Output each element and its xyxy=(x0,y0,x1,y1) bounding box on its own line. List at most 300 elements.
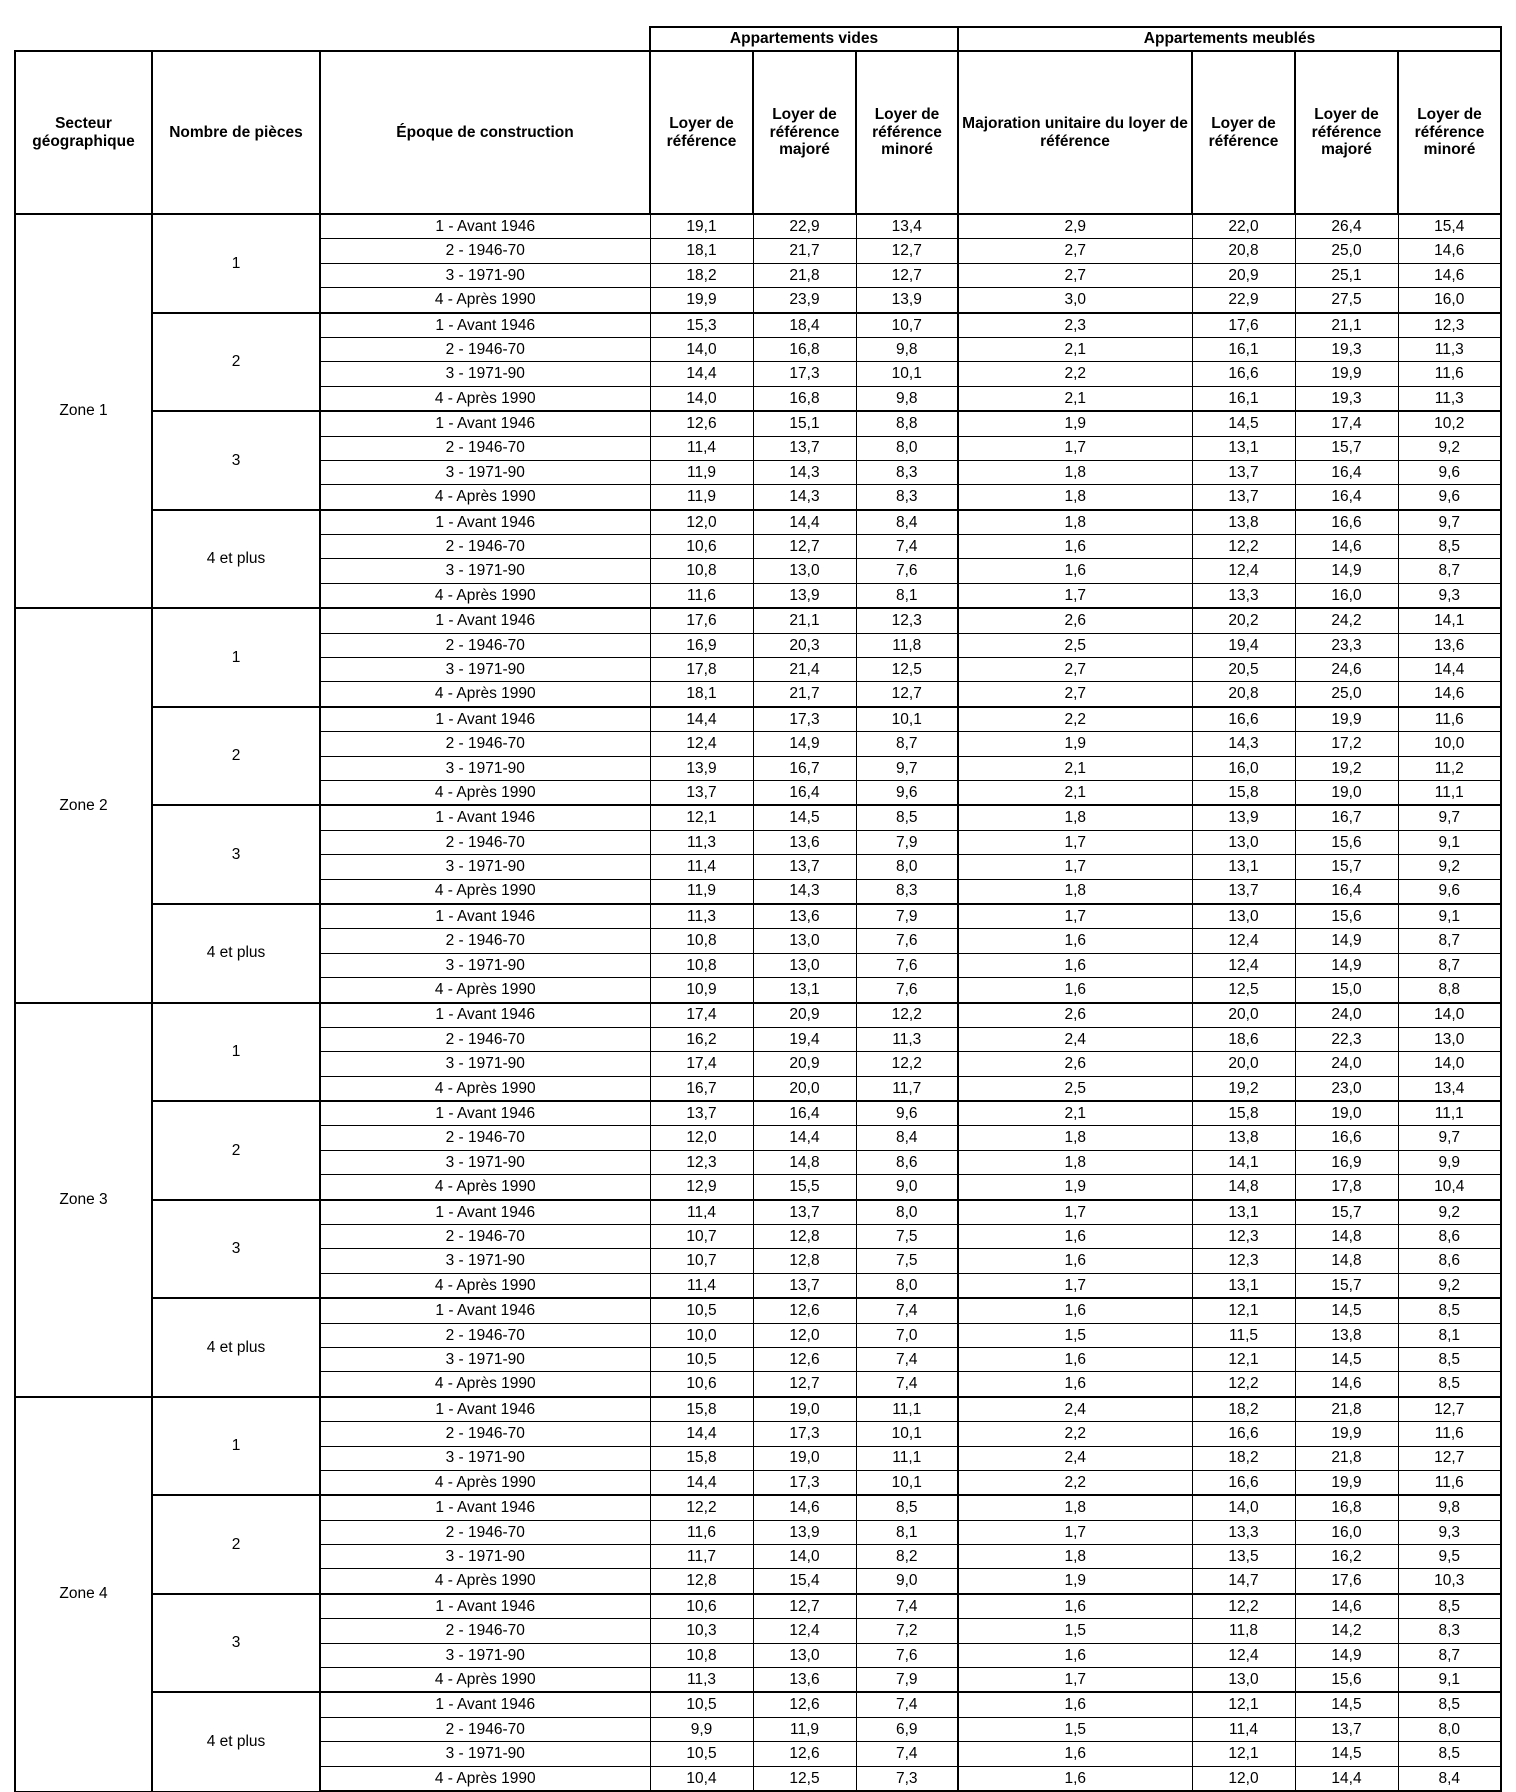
cell-majoration-unitaire: 1,6 xyxy=(958,978,1192,1003)
pieces-label: 2 xyxy=(152,313,320,412)
cell-meuble-minore: 8,7 xyxy=(1398,559,1501,583)
cell-vide-majore: 13,6 xyxy=(753,830,856,854)
cell-epoque: 1 - Avant 1946 xyxy=(320,1397,650,1422)
cell-meuble-minore: 14,0 xyxy=(1398,1003,1501,1028)
cell-vide-majore: 12,6 xyxy=(753,1347,856,1371)
cell-vide-majore: 12,7 xyxy=(753,1594,856,1619)
cell-meuble-majore: 19,3 xyxy=(1295,337,1398,361)
cell-majoration-unitaire: 2,1 xyxy=(958,780,1192,805)
cell-meuble-majore: 17,2 xyxy=(1295,732,1398,756)
cell-meuble-ref: 16,1 xyxy=(1192,337,1295,361)
table-row xyxy=(15,313,1501,338)
cell-epoque: 2 - 1946-70 xyxy=(320,732,650,756)
cell-meuble-ref: 14,3 xyxy=(1192,732,1295,756)
cell-meuble-majore: 16,7 xyxy=(1295,805,1398,830)
cell-meuble-minore: 9,7 xyxy=(1398,510,1501,535)
cell-vide-ref: 11,4 xyxy=(650,855,753,879)
cell-meuble-minore: 8,5 xyxy=(1398,1347,1501,1371)
cell-meuble-minore: 9,2 xyxy=(1398,1200,1501,1225)
cell-meuble-ref: 16,6 xyxy=(1192,1422,1295,1446)
pieces-label: 3 xyxy=(152,1594,320,1693)
cell-meuble-ref: 14,8 xyxy=(1192,1175,1295,1200)
cell-vide-ref: 10,5 xyxy=(650,1742,753,1766)
cell-meuble-ref: 12,5 xyxy=(1192,978,1295,1003)
cell-vide-minore: 7,6 xyxy=(856,559,958,583)
cell-epoque: 1 - Avant 1946 xyxy=(320,707,650,732)
cell-vide-ref: 10,6 xyxy=(650,535,753,559)
table-row xyxy=(15,707,1501,732)
cell-meuble-majore: 16,6 xyxy=(1295,510,1398,535)
cell-vide-majore: 13,9 xyxy=(753,1520,856,1544)
cell-majoration-unitaire: 2,2 xyxy=(958,1470,1192,1495)
cell-meuble-ref: 12,1 xyxy=(1192,1742,1295,1766)
cell-meuble-minore: 12,3 xyxy=(1398,313,1501,338)
cell-majoration-unitaire: 1,7 xyxy=(958,1520,1192,1544)
cell-meuble-minore: 16,0 xyxy=(1398,288,1501,313)
cell-meuble-ref: 13,1 xyxy=(1192,855,1295,879)
cell-meuble-ref: 13,5 xyxy=(1192,1545,1295,1569)
cell-meuble-ref: 12,4 xyxy=(1192,953,1295,977)
cell-meuble-ref: 13,3 xyxy=(1192,583,1295,608)
cell-vide-majore: 13,7 xyxy=(753,1200,856,1225)
cell-vide-majore: 17,3 xyxy=(753,707,856,732)
pieces-label: 3 xyxy=(152,805,320,904)
cell-meuble-majore: 16,4 xyxy=(1295,485,1398,510)
pieces-label: 3 xyxy=(152,1200,320,1299)
cell-vide-minore: 12,7 xyxy=(856,239,958,263)
cell-epoque: 1 - Avant 1946 xyxy=(320,411,650,436)
cell-meuble-minore: 9,7 xyxy=(1398,1126,1501,1150)
cell-meuble-ref: 20,9 xyxy=(1192,263,1295,287)
cell-meuble-minore: 8,5 xyxy=(1398,1298,1501,1323)
cell-vide-minore: 7,4 xyxy=(856,1692,958,1717)
cell-majoration-unitaire: 1,6 xyxy=(958,1225,1192,1249)
cell-meuble-ref: 12,1 xyxy=(1192,1692,1295,1717)
cell-meuble-majore: 24,0 xyxy=(1295,1052,1398,1076)
cell-majoration-unitaire: 2,9 xyxy=(958,214,1192,239)
cell-meuble-minore: 14,0 xyxy=(1398,1052,1501,1076)
cell-vide-majore: 21,8 xyxy=(753,263,856,287)
cell-meuble-minore: 9,1 xyxy=(1398,904,1501,929)
cell-vide-majore: 14,4 xyxy=(753,1126,856,1150)
cell-vide-minore: 7,4 xyxy=(856,1594,958,1619)
cell-vide-ref: 10,5 xyxy=(650,1347,753,1371)
cell-epoque: 1 - Avant 1946 xyxy=(320,1101,650,1126)
cell-meuble-majore: 22,3 xyxy=(1295,1027,1398,1051)
header-meuble-ref: Loyer de référence xyxy=(1192,51,1295,214)
cell-meuble-minore: 9,2 xyxy=(1398,855,1501,879)
cell-vide-majore: 16,4 xyxy=(753,780,856,805)
cell-vide-majore: 21,4 xyxy=(753,658,856,682)
cell-meuble-ref: 16,0 xyxy=(1192,756,1295,780)
cell-meuble-ref: 20,8 xyxy=(1192,682,1295,707)
cell-vide-ref: 11,6 xyxy=(650,583,753,608)
cell-epoque: 4 - Après 1990 xyxy=(320,1273,650,1298)
cell-majoration-unitaire: 1,8 xyxy=(958,485,1192,510)
cell-majoration-unitaire: 1,6 xyxy=(958,535,1192,559)
cell-vide-majore: 14,9 xyxy=(753,732,856,756)
cell-epoque: 4 - Après 1990 xyxy=(320,978,650,1003)
cell-vide-minore: 10,1 xyxy=(856,707,958,732)
cell-vide-ref: 14,0 xyxy=(650,386,753,411)
cell-epoque: 3 - 1971-90 xyxy=(320,953,650,977)
cell-meuble-ref: 18,6 xyxy=(1192,1027,1295,1051)
cell-meuble-majore: 15,6 xyxy=(1295,830,1398,854)
cell-majoration-unitaire: 1,8 xyxy=(958,1126,1192,1150)
cell-majoration-unitaire: 2,4 xyxy=(958,1446,1192,1470)
cell-vide-minore: 8,1 xyxy=(856,583,958,608)
cell-vide-minore: 7,0 xyxy=(856,1323,958,1347)
cell-vide-majore: 14,8 xyxy=(753,1150,856,1174)
cell-vide-majore: 15,4 xyxy=(753,1569,856,1594)
pieces-label: 4 et plus xyxy=(152,510,320,609)
cell-epoque: 4 - Après 1990 xyxy=(320,583,650,608)
cell-meuble-minore: 9,1 xyxy=(1398,830,1501,854)
cell-majoration-unitaire: 1,6 xyxy=(958,929,1192,953)
cell-majoration-unitaire: 2,5 xyxy=(958,1076,1192,1101)
group-header-meubles: Appartements meublés xyxy=(958,27,1501,51)
cell-meuble-ref: 12,3 xyxy=(1192,1249,1295,1273)
cell-meuble-ref: 19,2 xyxy=(1192,1076,1295,1101)
cell-vide-minore: 7,6 xyxy=(856,1643,958,1667)
cell-vide-majore: 21,7 xyxy=(753,239,856,263)
cell-meuble-minore: 10,0 xyxy=(1398,732,1501,756)
cell-meuble-majore: 26,4 xyxy=(1295,214,1398,239)
cell-meuble-majore: 24,2 xyxy=(1295,608,1398,633)
cell-majoration-unitaire: 1,6 xyxy=(958,1249,1192,1273)
cell-vide-minore: 10,7 xyxy=(856,313,958,338)
cell-vide-minore: 7,5 xyxy=(856,1225,958,1249)
pieces-label: 3 xyxy=(152,411,320,510)
cell-meuble-majore: 15,7 xyxy=(1295,855,1398,879)
pieces-label: 2 xyxy=(152,1101,320,1200)
cell-vide-majore: 20,0 xyxy=(753,1076,856,1101)
cell-majoration-unitaire: 1,9 xyxy=(958,411,1192,436)
cell-meuble-majore: 14,8 xyxy=(1295,1225,1398,1249)
cell-meuble-ref: 12,2 xyxy=(1192,535,1295,559)
header-spacer xyxy=(15,27,650,51)
cell-meuble-majore: 14,9 xyxy=(1295,953,1398,977)
cell-epoque: 4 - Après 1990 xyxy=(320,879,650,904)
cell-vide-majore: 13,0 xyxy=(753,929,856,953)
cell-vide-ref: 15,8 xyxy=(650,1397,753,1422)
cell-meuble-majore: 14,5 xyxy=(1295,1742,1398,1766)
cell-meuble-minore: 10,3 xyxy=(1398,1569,1501,1594)
cell-vide-ref: 18,1 xyxy=(650,239,753,263)
cell-majoration-unitaire: 2,2 xyxy=(958,707,1192,732)
cell-vide-ref: 11,3 xyxy=(650,904,753,929)
cell-meuble-minore: 8,5 xyxy=(1398,535,1501,559)
cell-vide-majore: 12,7 xyxy=(753,535,856,559)
cell-majoration-unitaire: 1,7 xyxy=(958,1668,1192,1693)
cell-meuble-majore: 14,5 xyxy=(1295,1347,1398,1371)
cell-meuble-majore: 19,9 xyxy=(1295,1470,1398,1495)
table-row xyxy=(15,904,1501,929)
cell-vide-majore: 13,1 xyxy=(753,978,856,1003)
cell-vide-majore: 12,8 xyxy=(753,1225,856,1249)
cell-meuble-ref: 14,0 xyxy=(1192,1495,1295,1520)
cell-meuble-majore: 23,3 xyxy=(1295,633,1398,657)
cell-epoque: 2 - 1946-70 xyxy=(320,929,650,953)
cell-vide-minore: 8,6 xyxy=(856,1150,958,1174)
cell-vide-ref: 11,6 xyxy=(650,1520,753,1544)
cell-vide-minore: 12,5 xyxy=(856,658,958,682)
cell-majoration-unitaire: 1,5 xyxy=(958,1717,1192,1741)
cell-vide-minore: 7,6 xyxy=(856,929,958,953)
cell-meuble-minore: 9,2 xyxy=(1398,1273,1501,1298)
cell-meuble-majore: 14,9 xyxy=(1295,559,1398,583)
cell-epoque: 4 - Après 1990 xyxy=(320,1372,650,1397)
cell-vide-minore: 11,3 xyxy=(856,1027,958,1051)
pieces-label: 2 xyxy=(152,707,320,806)
cell-epoque: 3 - 1971-90 xyxy=(320,1052,650,1076)
cell-meuble-minore: 8,6 xyxy=(1398,1225,1501,1249)
cell-meuble-majore: 14,2 xyxy=(1295,1619,1398,1643)
cell-vide-majore: 22,9 xyxy=(753,214,856,239)
cell-epoque: 4 - Après 1990 xyxy=(320,288,650,313)
cell-meuble-majore: 19,9 xyxy=(1295,707,1398,732)
cell-vide-ref: 10,5 xyxy=(650,1298,753,1323)
cell-epoque: 4 - Après 1990 xyxy=(320,1470,650,1495)
cell-majoration-unitaire: 1,5 xyxy=(958,1323,1192,1347)
cell-majoration-unitaire: 2,6 xyxy=(958,1052,1192,1076)
header-meuble-minore: Loyer de référence minoré xyxy=(1398,51,1501,214)
cell-vide-ref: 10,5 xyxy=(650,1692,753,1717)
cell-epoque: 1 - Avant 1946 xyxy=(320,313,650,338)
cell-vide-majore: 14,3 xyxy=(753,485,856,510)
cell-meuble-minore: 10,4 xyxy=(1398,1175,1501,1200)
cell-majoration-unitaire: 2,1 xyxy=(958,1101,1192,1126)
cell-epoque: 1 - Avant 1946 xyxy=(320,1594,650,1619)
cell-meuble-minore: 14,6 xyxy=(1398,239,1501,263)
cell-vide-majore: 11,9 xyxy=(753,1717,856,1741)
zone-label: Zone 4 xyxy=(15,1397,152,1791)
cell-vide-ref: 18,2 xyxy=(650,263,753,287)
group-header-vides: Appartements vides xyxy=(650,27,958,51)
cell-vide-ref: 17,6 xyxy=(650,608,753,633)
cell-meuble-ref: 13,7 xyxy=(1192,460,1295,484)
cell-vide-minore: 11,7 xyxy=(856,1076,958,1101)
cell-meuble-ref: 20,8 xyxy=(1192,239,1295,263)
cell-vide-ref: 12,8 xyxy=(650,1569,753,1594)
cell-meuble-majore: 14,9 xyxy=(1295,929,1398,953)
cell-vide-minore: 10,1 xyxy=(856,362,958,386)
cell-meuble-majore: 27,5 xyxy=(1295,288,1398,313)
cell-majoration-unitaire: 1,9 xyxy=(958,732,1192,756)
cell-meuble-ref: 18,2 xyxy=(1192,1397,1295,1422)
cell-meuble-majore: 16,0 xyxy=(1295,583,1398,608)
cell-meuble-ref: 12,2 xyxy=(1192,1594,1295,1619)
cell-vide-majore: 21,1 xyxy=(753,608,856,633)
cell-meuble-ref: 12,4 xyxy=(1192,929,1295,953)
cell-vide-majore: 13,7 xyxy=(753,855,856,879)
cell-meuble-majore: 14,6 xyxy=(1295,535,1398,559)
zone-label: Zone 3 xyxy=(15,1003,152,1397)
cell-epoque: 1 - Avant 1946 xyxy=(320,608,650,633)
cell-vide-ref: 11,9 xyxy=(650,485,753,510)
cell-meuble-ref: 14,5 xyxy=(1192,411,1295,436)
cell-vide-ref: 9,9 xyxy=(650,1717,753,1741)
cell-vide-majore: 12,8 xyxy=(753,1249,856,1273)
cell-majoration-unitaire: 2,2 xyxy=(958,1422,1192,1446)
cell-meuble-minore: 12,7 xyxy=(1398,1446,1501,1470)
cell-meuble-majore: 14,6 xyxy=(1295,1372,1398,1397)
cell-vide-ref: 14,4 xyxy=(650,362,753,386)
cell-vide-minore: 7,3 xyxy=(856,1766,958,1791)
cell-meuble-minore: 15,4 xyxy=(1398,214,1501,239)
pieces-label: 1 xyxy=(152,1003,320,1102)
cell-majoration-unitaire: 2,5 xyxy=(958,633,1192,657)
cell-meuble-ref: 20,5 xyxy=(1192,658,1295,682)
cell-vide-minore: 8,0 xyxy=(856,1200,958,1225)
cell-vide-minore: 10,1 xyxy=(856,1422,958,1446)
cell-meuble-majore: 21,8 xyxy=(1295,1397,1398,1422)
cell-epoque: 1 - Avant 1946 xyxy=(320,1200,650,1225)
header-vide-ref: Loyer de référence xyxy=(650,51,753,214)
cell-meuble-minore: 8,5 xyxy=(1398,1594,1501,1619)
cell-majoration-unitaire: 1,7 xyxy=(958,830,1192,854)
cell-vide-majore: 20,3 xyxy=(753,633,856,657)
cell-vide-majore: 12,0 xyxy=(753,1323,856,1347)
table-body xyxy=(15,214,1501,1791)
cell-epoque: 3 - 1971-90 xyxy=(320,1150,650,1174)
cell-epoque: 3 - 1971-90 xyxy=(320,362,650,386)
cell-vide-ref: 13,7 xyxy=(650,780,753,805)
cell-meuble-ref: 12,1 xyxy=(1192,1298,1295,1323)
cell-vide-minore: 8,2 xyxy=(856,1545,958,1569)
cell-epoque: 4 - Après 1990 xyxy=(320,1668,650,1693)
cell-vide-minore: 8,3 xyxy=(856,485,958,510)
cell-meuble-majore: 13,8 xyxy=(1295,1323,1398,1347)
cell-meuble-minore: 9,6 xyxy=(1398,485,1501,510)
cell-epoque: 3 - 1971-90 xyxy=(320,460,650,484)
pieces-label: 4 et plus xyxy=(152,904,320,1003)
cell-meuble-minore: 12,7 xyxy=(1398,1397,1501,1422)
cell-vide-minore: 9,6 xyxy=(856,1101,958,1126)
cell-vide-majore: 17,3 xyxy=(753,362,856,386)
cell-vide-minore: 9,0 xyxy=(856,1175,958,1200)
cell-vide-minore: 7,4 xyxy=(856,1298,958,1323)
cell-meuble-majore: 19,9 xyxy=(1295,362,1398,386)
cell-meuble-ref: 12,0 xyxy=(1192,1766,1295,1791)
cell-vide-majore: 18,4 xyxy=(753,313,856,338)
cell-meuble-ref: 14,1 xyxy=(1192,1150,1295,1174)
cell-vide-minore: 7,5 xyxy=(856,1249,958,1273)
cell-epoque: 2 - 1946-70 xyxy=(320,1520,650,1544)
cell-meuble-ref: 14,7 xyxy=(1192,1569,1295,1594)
cell-epoque: 2 - 1946-70 xyxy=(320,830,650,854)
cell-majoration-unitaire: 1,7 xyxy=(958,1200,1192,1225)
cell-majoration-unitaire: 1,6 xyxy=(958,1372,1192,1397)
cell-vide-ref: 12,4 xyxy=(650,732,753,756)
cell-meuble-minore: 11,6 xyxy=(1398,362,1501,386)
cell-meuble-ref: 16,1 xyxy=(1192,386,1295,411)
cell-vide-majore: 14,6 xyxy=(753,1495,856,1520)
cell-epoque: 4 - Après 1990 xyxy=(320,682,650,707)
cell-epoque: 4 - Après 1990 xyxy=(320,485,650,510)
cell-meuble-ref: 19,4 xyxy=(1192,633,1295,657)
cell-epoque: 3 - 1971-90 xyxy=(320,756,650,780)
cell-meuble-majore: 16,4 xyxy=(1295,879,1398,904)
cell-vide-minore: 7,2 xyxy=(856,1619,958,1643)
cell-meuble-minore: 11,6 xyxy=(1398,707,1501,732)
cell-meuble-majore: 16,9 xyxy=(1295,1150,1398,1174)
cell-epoque: 3 - 1971-90 xyxy=(320,658,650,682)
pieces-label: 1 xyxy=(152,214,320,313)
cell-majoration-unitaire: 1,7 xyxy=(958,1273,1192,1298)
cell-meuble-ref: 13,9 xyxy=(1192,805,1295,830)
cell-vide-minore: 8,7 xyxy=(856,732,958,756)
cell-meuble-ref: 15,8 xyxy=(1192,1101,1295,1126)
cell-vide-minore: 7,6 xyxy=(856,978,958,1003)
cell-majoration-unitaire: 1,9 xyxy=(958,1569,1192,1594)
cell-vide-majore: 13,0 xyxy=(753,559,856,583)
cell-meuble-majore: 21,1 xyxy=(1295,313,1398,338)
cell-meuble-majore: 16,4 xyxy=(1295,460,1398,484)
cell-meuble-minore: 14,4 xyxy=(1398,658,1501,682)
cell-epoque: 4 - Après 1990 xyxy=(320,386,650,411)
cell-vide-majore: 13,0 xyxy=(753,1643,856,1667)
cell-vide-ref: 16,9 xyxy=(650,633,753,657)
cell-vide-ref: 12,0 xyxy=(650,1126,753,1150)
pieces-label: 1 xyxy=(152,608,320,707)
cell-meuble-ref: 15,8 xyxy=(1192,780,1295,805)
cell-meuble-majore: 14,5 xyxy=(1295,1298,1398,1323)
cell-majoration-unitaire: 1,7 xyxy=(958,436,1192,460)
cell-epoque: 1 - Avant 1946 xyxy=(320,510,650,535)
cell-majoration-unitaire: 2,7 xyxy=(958,658,1192,682)
cell-vide-minore: 13,9 xyxy=(856,288,958,313)
rent-reference-table xyxy=(14,26,1502,1792)
cell-meuble-minore: 8,4 xyxy=(1398,1766,1501,1791)
cell-vide-ref: 15,3 xyxy=(650,313,753,338)
header-majoration-unitaire: Majoration unitaire du loyer de référence xyxy=(958,51,1192,214)
cell-meuble-minore: 8,6 xyxy=(1398,1249,1501,1273)
cell-meuble-majore: 19,3 xyxy=(1295,386,1398,411)
cell-vide-ref: 11,3 xyxy=(650,830,753,854)
cell-epoque: 3 - 1971-90 xyxy=(320,1347,650,1371)
cell-majoration-unitaire: 1,8 xyxy=(958,460,1192,484)
cell-epoque: 3 - 1971-90 xyxy=(320,1742,650,1766)
cell-meuble-ref: 22,0 xyxy=(1192,214,1295,239)
cell-vide-majore: 20,9 xyxy=(753,1052,856,1076)
cell-vide-minore: 7,4 xyxy=(856,1347,958,1371)
header-meuble-majore: Loyer de référence majoré xyxy=(1295,51,1398,214)
cell-meuble-minore: 9,6 xyxy=(1398,879,1501,904)
cell-majoration-unitaire: 1,8 xyxy=(958,1495,1192,1520)
cell-vide-majore: 14,4 xyxy=(753,510,856,535)
cell-meuble-ref: 12,4 xyxy=(1192,1643,1295,1667)
cell-majoration-unitaire: 2,4 xyxy=(958,1027,1192,1051)
cell-epoque: 3 - 1971-90 xyxy=(320,1643,650,1667)
cell-meuble-majore: 15,7 xyxy=(1295,1273,1398,1298)
cell-vide-minore: 9,8 xyxy=(856,386,958,411)
cell-meuble-ref: 16,6 xyxy=(1192,362,1295,386)
cell-majoration-unitaire: 1,6 xyxy=(958,1347,1192,1371)
cell-vide-majore: 19,0 xyxy=(753,1397,856,1422)
cell-epoque: 3 - 1971-90 xyxy=(320,1446,650,1470)
table-row xyxy=(15,1200,1501,1225)
cell-vide-ref: 10,7 xyxy=(650,1225,753,1249)
cell-vide-majore: 13,7 xyxy=(753,1273,856,1298)
cell-vide-minore: 11,1 xyxy=(856,1397,958,1422)
cell-epoque: 4 - Après 1990 xyxy=(320,1175,650,1200)
cell-epoque: 1 - Avant 1946 xyxy=(320,904,650,929)
cell-vide-minore: 8,3 xyxy=(856,879,958,904)
pieces-label: 1 xyxy=(152,1397,320,1496)
cell-meuble-majore: 21,8 xyxy=(1295,1446,1398,1470)
header-pieces: Nombre de pièces xyxy=(152,51,320,214)
